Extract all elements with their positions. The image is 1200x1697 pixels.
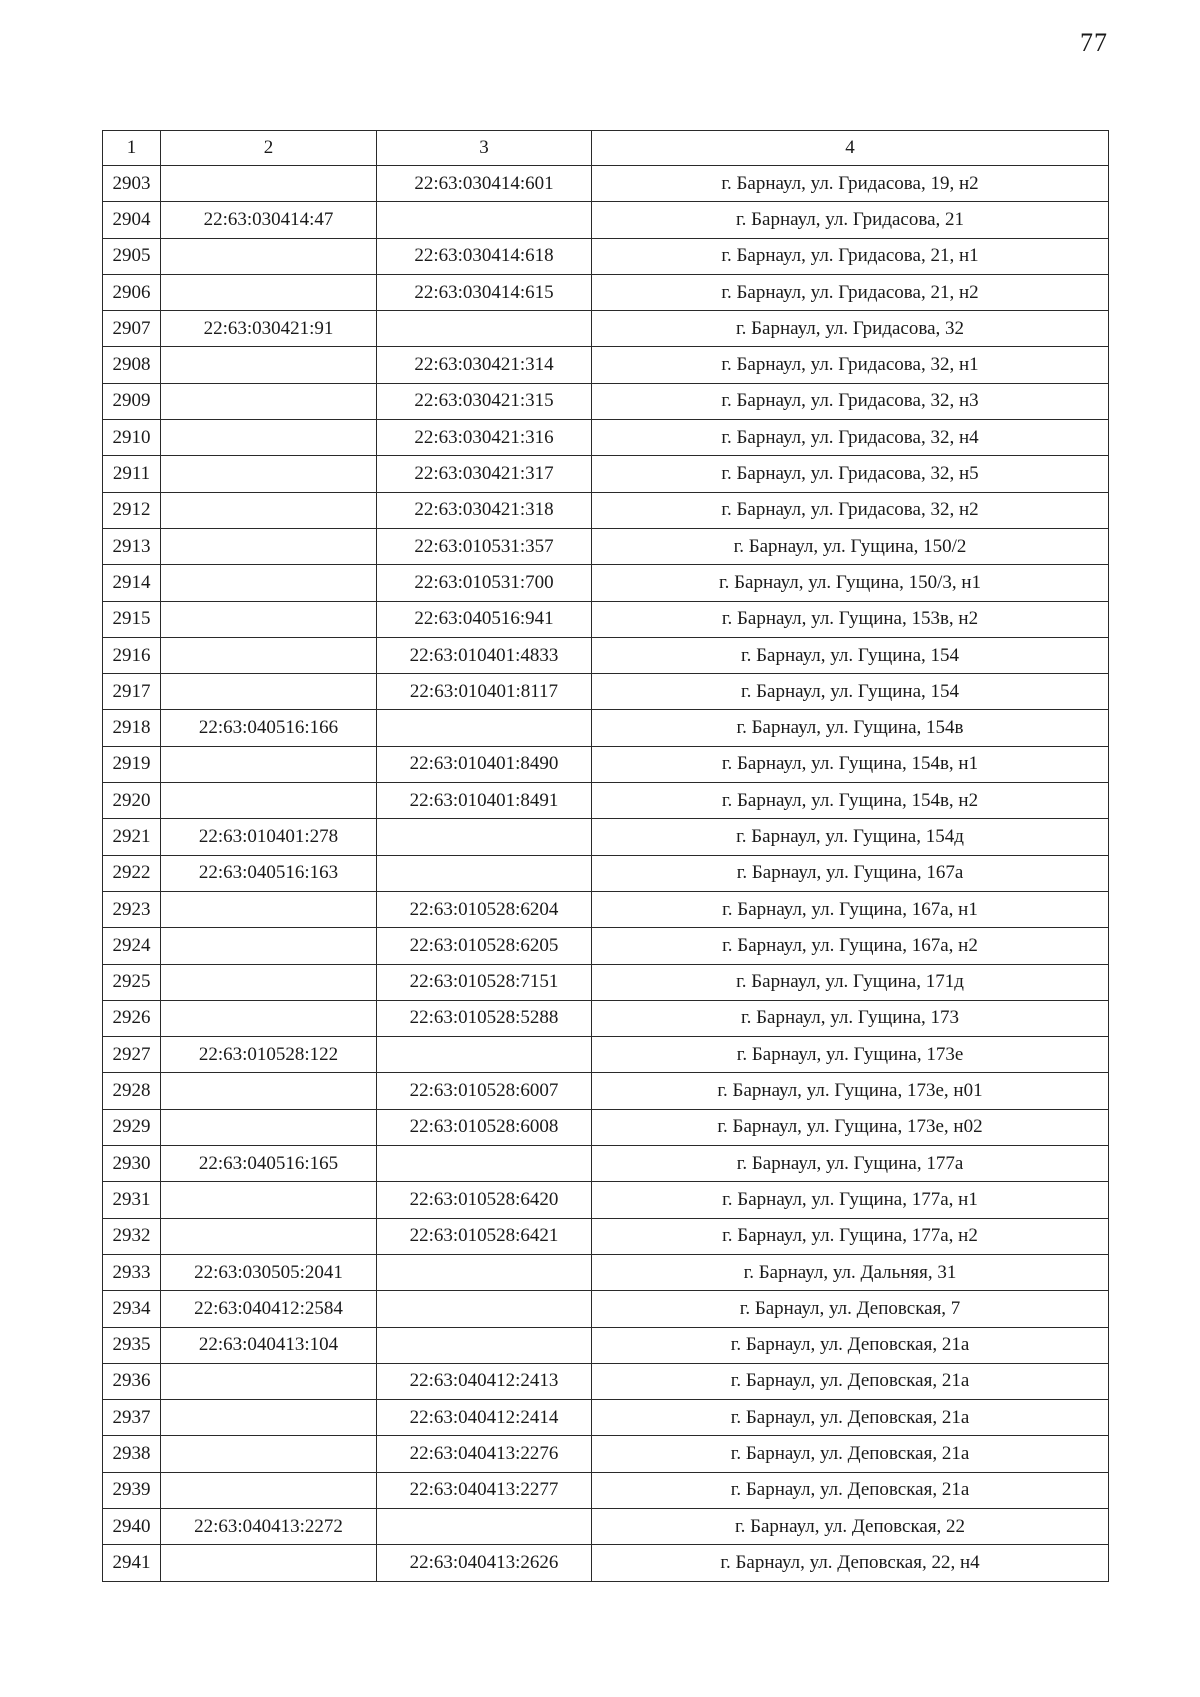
address-cell: г. Барнаул, ул. Деповская, 22 xyxy=(592,1508,1109,1544)
table-header-row xyxy=(103,131,1109,166)
land-cadastral-number-cell xyxy=(161,420,377,456)
address-cell: г. Барнаул, ул. Гущина, 173е xyxy=(592,1037,1109,1073)
land-cadastral-number-cell xyxy=(161,1545,377,1581)
row-number-cell: 2919 xyxy=(103,746,161,782)
row-number-cell: 2938 xyxy=(103,1436,161,1472)
row-number-cell: 2905 xyxy=(103,238,161,274)
row-number-cell: 2926 xyxy=(103,1000,161,1036)
row-number-cell: 2940 xyxy=(103,1508,161,1544)
object-cadastral-number-cell xyxy=(377,202,592,238)
land-cadastral-number-cell xyxy=(161,964,377,1000)
address-cell: г. Барнаул, ул. Деповская, 21а xyxy=(592,1436,1109,1472)
table-row xyxy=(103,1400,1109,1436)
object-cadastral-number-cell: 22:63:010531:357 xyxy=(377,528,592,564)
address-cell: г. Барнаул, ул. Гущина, 154в xyxy=(592,710,1109,746)
address-cell: г. Барнаул, ул. Гридасова, 21 xyxy=(592,202,1109,238)
object-cadastral-number-cell xyxy=(377,1146,592,1182)
land-cadastral-number-cell xyxy=(161,1436,377,1472)
object-cadastral-number-cell: 22:63:010528:6007 xyxy=(377,1073,592,1109)
object-cadastral-number-cell: 22:63:040413:2626 xyxy=(377,1545,592,1581)
address-cell: г. Барнаул, ул. Деповская, 21а xyxy=(592,1363,1109,1399)
object-cadastral-number-cell: 22:63:040516:941 xyxy=(377,601,592,637)
address-cell: г. Барнаул, ул. Дальняя, 31 xyxy=(592,1254,1109,1290)
object-cadastral-number-cell: 22:63:030414:601 xyxy=(377,166,592,202)
land-cadastral-number-cell xyxy=(161,528,377,564)
row-number-cell: 2936 xyxy=(103,1363,161,1399)
land-cadastral-number-cell xyxy=(161,746,377,782)
cadastral-register-table xyxy=(102,130,1109,1582)
table-row xyxy=(103,891,1109,927)
object-cadastral-number-cell: 22:63:030421:316 xyxy=(377,420,592,456)
address-cell: г. Барнаул, ул. Гридасова, 32, н4 xyxy=(592,420,1109,456)
table-row xyxy=(103,166,1109,202)
row-number-cell: 2935 xyxy=(103,1327,161,1363)
object-cadastral-number-cell: 22:63:010401:8117 xyxy=(377,674,592,710)
land-cadastral-number-cell xyxy=(161,783,377,819)
object-cadastral-number-cell xyxy=(377,1508,592,1544)
row-number-cell: 2917 xyxy=(103,674,161,710)
row-number-cell: 2912 xyxy=(103,492,161,528)
row-number-cell: 2913 xyxy=(103,528,161,564)
address-cell: г. Барнаул, ул. Гущина, 167а, н1 xyxy=(592,891,1109,927)
table-row xyxy=(103,1146,1109,1182)
address-cell: г. Барнаул, ул. Гридасова, 32, н2 xyxy=(592,492,1109,528)
table-row xyxy=(103,964,1109,1000)
object-cadastral-number-cell: 22:63:040413:2276 xyxy=(377,1436,592,1472)
table-row xyxy=(103,1254,1109,1290)
address-cell: г. Барнаул, ул. Деповская, 21а xyxy=(592,1472,1109,1508)
object-cadastral-number-cell xyxy=(377,710,592,746)
address-cell: г. Барнаул, ул. Гущина, 154 xyxy=(592,637,1109,673)
object-cadastral-number-cell: 22:63:010528:6205 xyxy=(377,928,592,964)
table-row xyxy=(103,1182,1109,1218)
object-cadastral-number-cell: 22:63:010528:6421 xyxy=(377,1218,592,1254)
object-cadastral-number-cell xyxy=(377,855,592,891)
table-row xyxy=(103,710,1109,746)
object-cadastral-number-cell: 22:63:010531:700 xyxy=(377,565,592,601)
land-cadastral-number-cell xyxy=(161,565,377,601)
address-cell: г. Барнаул, ул. Гридасова, 32 xyxy=(592,311,1109,347)
object-cadastral-number-cell: 22:63:030414:618 xyxy=(377,238,592,274)
row-number-cell: 2904 xyxy=(103,202,161,238)
land-cadastral-number-cell xyxy=(161,928,377,964)
land-cadastral-number-cell xyxy=(161,383,377,419)
land-cadastral-number-cell: 22:63:010401:278 xyxy=(161,819,377,855)
address-cell: г. Барнаул, ул. Гущина, 154в, н1 xyxy=(592,746,1109,782)
land-cadastral-number-cell xyxy=(161,1472,377,1508)
row-number-cell: 2908 xyxy=(103,347,161,383)
row-number-cell: 2939 xyxy=(103,1472,161,1508)
row-number-cell: 2922 xyxy=(103,855,161,891)
table-row xyxy=(103,674,1109,710)
object-cadastral-number-cell: 22:63:010528:5288 xyxy=(377,1000,592,1036)
address-cell: г. Барнаул, ул. Деповская, 7 xyxy=(592,1291,1109,1327)
object-cadastral-number-cell: 22:63:030421:317 xyxy=(377,456,592,492)
object-cadastral-number-cell: 22:63:040412:2413 xyxy=(377,1363,592,1399)
object-cadastral-number-cell xyxy=(377,1254,592,1290)
address-cell: г. Барнаул, ул. Гущина, 173е, н02 xyxy=(592,1109,1109,1145)
land-cadastral-number-cell: 22:63:010528:122 xyxy=(161,1037,377,1073)
address-cell: г. Барнаул, ул. Деповская, 21а xyxy=(592,1400,1109,1436)
object-cadastral-number-cell: 22:63:010401:8490 xyxy=(377,746,592,782)
row-number-cell: 2923 xyxy=(103,891,161,927)
row-number-cell: 2916 xyxy=(103,637,161,673)
row-number-cell: 2903 xyxy=(103,166,161,202)
object-cadastral-number-cell xyxy=(377,1037,592,1073)
object-cadastral-number-cell: 22:63:040413:2277 xyxy=(377,1472,592,1508)
row-number-cell: 2932 xyxy=(103,1218,161,1254)
land-cadastral-number-cell: 22:63:030421:91 xyxy=(161,311,377,347)
address-cell: г. Барнаул, ул. Гридасова, 19, н2 xyxy=(592,166,1109,202)
row-number-cell: 2915 xyxy=(103,601,161,637)
object-cadastral-number-cell: 22:63:040412:2414 xyxy=(377,1400,592,1436)
land-cadastral-number-cell xyxy=(161,1109,377,1145)
row-number-cell: 2907 xyxy=(103,311,161,347)
table-row xyxy=(103,1472,1109,1508)
object-cadastral-number-cell xyxy=(377,1327,592,1363)
land-cadastral-number-cell xyxy=(161,891,377,927)
object-cadastral-number-cell: 22:63:030421:314 xyxy=(377,347,592,383)
row-number-cell: 2934 xyxy=(103,1291,161,1327)
address-cell: г. Барнаул, ул. Гридасова, 21, н2 xyxy=(592,274,1109,310)
object-cadastral-number-cell: 22:63:030414:615 xyxy=(377,274,592,310)
row-number-cell: 2909 xyxy=(103,383,161,419)
object-cadastral-number-cell: 22:63:030421:318 xyxy=(377,492,592,528)
land-cadastral-number-cell: 22:63:040516:163 xyxy=(161,855,377,891)
address-cell: г. Барнаул, ул. Гридасова, 32, н5 xyxy=(592,456,1109,492)
land-cadastral-number-cell xyxy=(161,492,377,528)
land-cadastral-number-cell xyxy=(161,238,377,274)
table-row xyxy=(103,1073,1109,1109)
land-cadastral-number-cell xyxy=(161,1073,377,1109)
row-number-cell: 2918 xyxy=(103,710,161,746)
table-row xyxy=(103,855,1109,891)
table-row xyxy=(103,601,1109,637)
land-cadastral-number-cell xyxy=(161,274,377,310)
land-cadastral-number-cell xyxy=(161,166,377,202)
table-row xyxy=(103,1545,1109,1581)
table-row xyxy=(103,1000,1109,1036)
table-row xyxy=(103,783,1109,819)
address-cell: г. Барнаул, ул. Гущина, 173 xyxy=(592,1000,1109,1036)
address-cell: г. Барнаул, ул. Гридасова, 21, н1 xyxy=(592,238,1109,274)
object-cadastral-number-cell: 22:63:010528:7151 xyxy=(377,964,592,1000)
row-number-cell: 2910 xyxy=(103,420,161,456)
table-row xyxy=(103,1291,1109,1327)
table-row xyxy=(103,637,1109,673)
object-cadastral-number-cell: 22:63:010528:6204 xyxy=(377,891,592,927)
table-row xyxy=(103,274,1109,310)
table-row xyxy=(103,1037,1109,1073)
object-cadastral-number-cell xyxy=(377,1291,592,1327)
row-number-cell: 2930 xyxy=(103,1146,161,1182)
land-cadastral-number-cell: 22:63:040516:165 xyxy=(161,1146,377,1182)
table-row xyxy=(103,492,1109,528)
object-cadastral-number-cell: 22:63:010528:6420 xyxy=(377,1182,592,1218)
table-row xyxy=(103,1327,1109,1363)
object-cadastral-number-cell xyxy=(377,311,592,347)
row-number-cell: 2937 xyxy=(103,1400,161,1436)
table-row xyxy=(103,456,1109,492)
address-cell: г. Барнаул, ул. Деповская, 21а xyxy=(592,1327,1109,1363)
row-number-cell: 2933 xyxy=(103,1254,161,1290)
table-row xyxy=(103,1363,1109,1399)
table-row xyxy=(103,1218,1109,1254)
row-number-cell: 2931 xyxy=(103,1182,161,1218)
table-row xyxy=(103,202,1109,238)
table-row xyxy=(103,528,1109,564)
column-header: 1 xyxy=(103,131,161,166)
row-number-cell: 2929 xyxy=(103,1109,161,1145)
table-row xyxy=(103,347,1109,383)
land-cadastral-number-cell: 22:63:040412:2584 xyxy=(161,1291,377,1327)
land-cadastral-number-cell xyxy=(161,637,377,673)
table-body xyxy=(103,166,1109,1582)
land-cadastral-number-cell xyxy=(161,1400,377,1436)
address-cell: г. Барнаул, ул. Гущина, 154д xyxy=(592,819,1109,855)
table-row xyxy=(103,238,1109,274)
row-number-cell: 2914 xyxy=(103,565,161,601)
table-row xyxy=(103,1508,1109,1544)
table-row xyxy=(103,311,1109,347)
address-cell: г. Барнаул, ул. Гущина, 153в, н2 xyxy=(592,601,1109,637)
table-row xyxy=(103,746,1109,782)
row-number-cell: 2927 xyxy=(103,1037,161,1073)
column-header: 4 xyxy=(592,131,1109,166)
object-cadastral-number-cell: 22:63:010401:4833 xyxy=(377,637,592,673)
address-cell: г. Барнаул, ул. Деповская, 22, н4 xyxy=(592,1545,1109,1581)
row-number-cell: 2906 xyxy=(103,274,161,310)
address-cell: г. Барнаул, ул. Гущина, 150/2 xyxy=(592,528,1109,564)
address-cell: г. Барнаул, ул. Гущина, 150/3, н1 xyxy=(592,565,1109,601)
row-number-cell: 2928 xyxy=(103,1073,161,1109)
address-cell: г. Барнаул, ул. Гридасова, 32, н1 xyxy=(592,347,1109,383)
land-cadastral-number-cell: 22:63:030505:2041 xyxy=(161,1254,377,1290)
row-number-cell: 2925 xyxy=(103,964,161,1000)
table-row xyxy=(103,1436,1109,1472)
object-cadastral-number-cell: 22:63:010401:8491 xyxy=(377,783,592,819)
land-cadastral-number-cell: 22:63:040413:2272 xyxy=(161,1508,377,1544)
row-number-cell: 2920 xyxy=(103,783,161,819)
address-cell: г. Барнаул, ул. Гущина, 154в, н2 xyxy=(592,783,1109,819)
address-cell: г. Барнаул, ул. Гущина, 177а xyxy=(592,1146,1109,1182)
table-row xyxy=(103,928,1109,964)
land-cadastral-number-cell xyxy=(161,1182,377,1218)
row-number-cell: 2911 xyxy=(103,456,161,492)
address-cell: г. Барнаул, ул. Гущина, 167а, н2 xyxy=(592,928,1109,964)
table-row xyxy=(103,420,1109,456)
column-header: 3 xyxy=(377,131,592,166)
land-cadastral-number-cell xyxy=(161,456,377,492)
table-row xyxy=(103,819,1109,855)
address-cell: г. Барнаул, ул. Гущина, 177а, н1 xyxy=(592,1182,1109,1218)
address-cell: г. Барнаул, ул. Гущина, 167а xyxy=(592,855,1109,891)
object-cadastral-number-cell: 22:63:030421:315 xyxy=(377,383,592,419)
table-row xyxy=(103,383,1109,419)
column-header: 2 xyxy=(161,131,377,166)
land-cadastral-number-cell xyxy=(161,1363,377,1399)
land-cadastral-number-cell xyxy=(161,1218,377,1254)
address-cell: г. Барнаул, ул. Гущина, 154 xyxy=(592,674,1109,710)
land-cadastral-number-cell: 22:63:040516:166 xyxy=(161,710,377,746)
address-cell: г. Барнаул, ул. Гридасова, 32, н3 xyxy=(592,383,1109,419)
row-number-cell: 2941 xyxy=(103,1545,161,1581)
row-number-cell: 2924 xyxy=(103,928,161,964)
land-cadastral-number-cell: 22:63:040413:104 xyxy=(161,1327,377,1363)
address-cell: г. Барнаул, ул. Гущина, 173е, н01 xyxy=(592,1073,1109,1109)
table-row xyxy=(103,565,1109,601)
object-cadastral-number-cell xyxy=(377,819,592,855)
land-cadastral-number-cell xyxy=(161,674,377,710)
row-number-cell: 2921 xyxy=(103,819,161,855)
land-cadastral-number-cell xyxy=(161,347,377,383)
land-cadastral-number-cell xyxy=(161,1000,377,1036)
object-cadastral-number-cell: 22:63:010528:6008 xyxy=(377,1109,592,1145)
address-cell: г. Барнаул, ул. Гущина, 177а, н2 xyxy=(592,1218,1109,1254)
land-cadastral-number-cell xyxy=(161,601,377,637)
land-cadastral-number-cell: 22:63:030414:47 xyxy=(161,202,377,238)
address-cell: г. Барнаул, ул. Гущина, 171д xyxy=(592,964,1109,1000)
table-row xyxy=(103,1109,1109,1145)
page-number: 77 xyxy=(1080,28,1108,57)
